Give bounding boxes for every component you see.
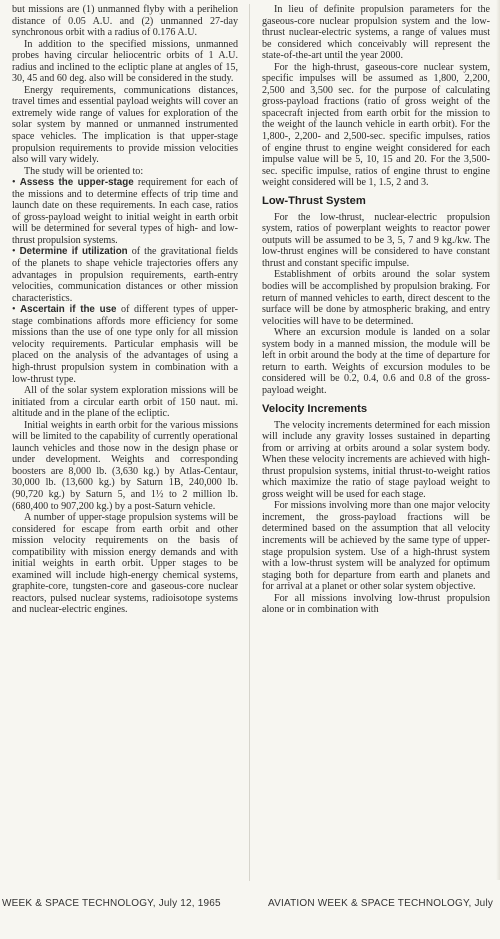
bullet-text: of the gravitational fields of the planets to shape vehicle trajectories offers any advantages in propulsion requirements, earth-entry velocities, communication distances or other mission characteristics. (12, 246, 238, 304)
bullet-text: of different types of upper-stage combinations affords more efficiency for some missions than the use of one type only for all mission velocity requirements. Particular emphasis will be placed on the analysis of the advantages of using a high-thrust propulsion system in combination with a low-thrust type. (12, 304, 238, 385)
footer-right: AVIATION WEEK & SPACE TECHNOLOGY, July (268, 898, 494, 909)
paragraph: For the high-thrust, gaseous-core nuclear system, specific impulses will be assumed as 1,800, 2,200, 2,500 and 3,500 sec. for the purpose of calculating gross-payload fractions (ratio of gross weight of the spacecraft injected from earth orbit for the mission to the weight of the launch vehicle in earth orbit). For the 1,800-, 2,200- and 2,500-sec. specific impulses, ratios of engine thrust to engine weight considered for each impulse value will be 5, 10, 15 and 20. For the 3,500-sec. specific impulse, ratios of engine thrust to engine weight considered will be 1, 1.5, 2 and 3. (262, 61, 490, 189)
bullet-lead: Ascertain if the use (20, 304, 117, 316)
section-heading-velocity-increments: Velocity Increments (262, 402, 368, 415)
paragraph: The velocity increments determined for each mission will include any gravity losses sustained in departing from or arriving at orbits around a solar system body. When these velocity increments are achieved with high-thrust propulsion systems, initial thrust-to-weight ratios which maximize the ratio of stage payload weight to gross weight will be used for each stage. (262, 419, 490, 500)
paragraph: For the low-thrust, nuclear-electric propulsion system, ratios of powerplant weights to reactor power outputs will be assumed to be 3, 5, 7 and 9 kg./kw. The low-thrust engines will be considered to have constant thrust and constant specific impulse. (262, 211, 490, 269)
paragraph: Initial weights in earth orbit for the various missions will be limited to the capability of currently operational launch vehicles and those now in the design phase or under development. Weights and corresponding boosters are 8,000 lb. (3,630 kg.) by Atlas-Centaur, 30,000 lb. (13,600 kg.) by Saturn 1B, 240,000 lb. (90,720 kg.) by Saturn 5, and 1½ to 2 million lb. (680,400 to 907,200 kg.) by a post-Saturn vehicle. (12, 419, 238, 512)
bullet-item (12, 246, 238, 304)
paragraph: In lieu of definite propulsion parameters for the gaseous-core nuclear propulsion system and the low-thrust nuclear-electric systems, a range of values must be considered which conceivably will represent the state-of-the-art until the year 2000. (262, 4, 490, 62)
bullet-dot-icon: • (12, 246, 16, 258)
paragraph: A number of upper-stage propulsion systems will be considered for escape from earth orbit and other mission velocity requirements on the basis of compatibility with mission energy demands and with initial weights in earth orbit. Upper stages to be examined will include high-energy chemical systems, graphite-core, tungsten-core and gaseous-core nuclear reactors, pulsed nuclear systems, radioisotope systems and nuclear-electric engines. (12, 512, 238, 616)
paragraph: All of the solar system exploration missions will be initiated from a circular earth orbit of 150 naut. mi. altitude and in the plane of the ecliptic. (12, 385, 238, 420)
bullet-lead: Determine if utilization (19, 246, 128, 258)
bullet-text: requirement for each of the missions and to determine effects of trip time and launch date on these requirements. In each case, ratios of gross-payload weight to initial weight in earth orbit will be determined for several types of high- and low-thrust propulsion systems. (12, 177, 238, 246)
bullet-item (12, 177, 238, 246)
paragraph: Energy requirements, communications distances, travel times and essential payload weights will cover an extremely wide range of values for exploration of the solar system by manned or unmanned instrumented space vehicles. The implication is that upper-stage propulsion requirements to provide mission velocities also will vary widely. (12, 84, 238, 166)
bullet-lead: Assess the upper-stage (19, 177, 134, 189)
page-edge-shadow (496, 0, 500, 880)
paragraph: but missions are (1) unmanned flyby with a perihelion distance of 0.05 A.U. and (2) unmanned 27-day synchronous orbit with a radius of 0.176 A.U. (12, 4, 238, 39)
column-divider (249, 4, 250, 881)
paragraph: The study will be oriented to: (24, 165, 144, 177)
right-column (262, 4, 490, 616)
bullet-dot-icon: • (12, 177, 16, 189)
paragraph: In addition to the specified missions, unmanned probes having circular heliocentric orbits of 1 A.U. radius and inclined to the ecliptic plane at angles of 15, 30, 45 and 60 deg. also will be considered in the study. (12, 38, 238, 85)
paragraph: Establishment of orbits around the solar system bodies will be accomplished by propulsion braking. For return of manned vehicles to earth, direct descent to the surface will be done by atmospheric braking, and entry velocities will have to be determined. (262, 269, 490, 327)
section-heading-low-thrust: Low-Thrust System (262, 194, 366, 207)
paragraph: For missions involving more than one major velocity increment, the gross-payload fractions will be determined based on the assumption that all velocity increments will be achieved by the same type of upper-stage propulsion system. Use of a high-thrust system with a low-thrust system will be analyzed for optimum staging both for departure from earth and planets and for arrival at a planet or other solar system objective. (262, 500, 490, 593)
paragraph: For all missions involving low-thrust propulsion alone or in combination with (262, 592, 490, 616)
footer-left: WEEK & SPACE TECHNOLOGY, July 12, 1965 (2, 898, 221, 909)
bullet-item (12, 304, 238, 385)
bullet-dot-icon: • (12, 304, 16, 316)
paragraph: Where an excursion module is landed on a solar system body in a manned mission, the module will be left in orbit around the body at the time of departure for return to earth. Weights of excursion modules to be considered will be 0.2, 0.4, 0.6 and 0.8 of the gross-payload weight. (262, 327, 490, 396)
left-column (12, 4, 238, 616)
